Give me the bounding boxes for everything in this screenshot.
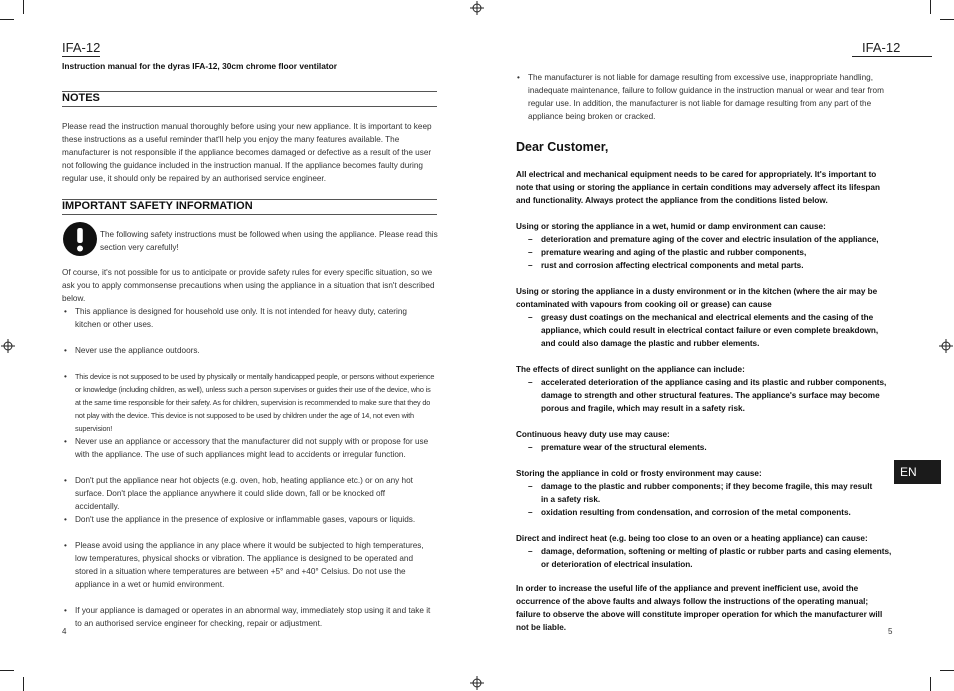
bullet-mark: • [64,515,67,524]
crosshair-registration-icon [939,339,953,353]
page-number-right: 5 [888,627,893,636]
condition-item: damage to the plastic and rubber components; if they become fragile, this may result in a safety risk. [541,482,873,504]
manual-subtitle: Instruction manual for the dyras IFA-12, 30cm chrome floor ventilator [62,61,338,71]
dash-mark: – [528,313,533,322]
bullet-mark: • [64,372,67,381]
header-rule-right [852,56,932,57]
crosshair-registration-icon [470,1,484,15]
crosshair-registration-icon [1,339,15,353]
notes-rule-bottom [62,106,437,107]
dash-mark: – [528,261,533,270]
safety-bullet: Please avoid using the appliance in any place where it would be subjected to high temperatures, low temperatures, physical shocks or vibration. The appliance is designed to be operated and stored in a situation where temperatures are between +5° and +40° Celsius. Do not use the appliance in a wet or humid environment. [75,541,424,589]
condition-item: greasy dust coatings on the mechanical and electrical elements and the casing of the appliance, which could result in electrical contact failure or even complete breakdown, and could also damage the plastic and rubber elements. [541,313,879,348]
warning-text: The following safety instructions must be followed when using the appliance. Please read this section very carefully! [100,230,438,252]
condition-lead: Direct and indirect heat (e.g. being too close to an oven or a heating appliance) can cause: [516,534,868,543]
condition-item: deterioration and premature aging of the cover and electric insulation of the appliance, [541,235,879,244]
dash-mark: – [528,248,533,257]
bullet-mark: • [64,437,67,446]
crop-mark [930,0,931,14]
bullet-mark: • [64,606,67,615]
dash-mark: – [528,235,533,244]
header-rule-left [62,56,100,57]
safety-bullet: Never use the appliance outdoors. [75,346,200,355]
crop-mark [940,19,954,20]
dash-mark: – [528,443,533,452]
safety-bullet: Don't put the appliance near hot objects (e.g. oven, hob, heating appliance etc.) or on any hot surface. Don't place the appliance anywhere it could slide down, fall or be knocked off accidentally. [75,476,413,511]
condition-item: rust and corrosion affecting electrical components and metal parts. [541,261,804,270]
condition-item: premature wear of the structural elements. [541,443,707,452]
safety-bullet: Never use an appliance or accessory that the manufacturer did not supply with or propose for use with the appliance. The use of such appliances might lead to accidents or irregular function. [75,437,429,459]
condition-lead: Using or storing the appliance in a wet, humid or damp environment can cause: [516,222,826,231]
safety-bullet: Don't use the appliance in the presence of explosive or inflammable gases, vapours or liquids. [75,515,416,524]
care-intro: All electrical and mechanical equipment needs to be cared for appropriately. It's important to note that using or storing the appliance in certain conditions may adversely affect its lifespan and functionality. Always protect the appliance from the conditions listed below. [516,170,880,205]
crop-mark [23,677,24,691]
crop-mark [0,670,14,671]
crop-mark [0,19,14,20]
condition-item: premature wearing and aging of the plastic and rubber components, [541,248,807,257]
safety-bullet: This device is not supposed to be used by physically or mentally handicapped people, or persons without experience or knowledge (including children, as well), unless such a person supervises or guides their use of the device, who is at the same time responsible for their safety. As for children, supervision is recommended to make sure that they do not play with the device. This device is not supposed to be used by children under the age of 14, not even with supervision! [75,372,435,433]
language-tab: EN [894,460,941,484]
crop-mark [940,670,954,671]
crosshair-registration-icon [470,676,484,690]
dash-mark: – [528,482,533,491]
safety-intro: Of course, it's not possible for us to anticipate or provide safety rules for every specific situation, so we ask you to apply commonsense precautions when using the appliance in a situation that isn't described below. [62,268,435,303]
dash-mark: – [528,508,533,517]
bullet-mark: • [517,73,520,82]
crop-mark [23,0,24,14]
safety-heading: IMPORTANT SAFETY INFORMATION [62,200,253,212]
notes-rule-top [62,91,437,92]
page-header-label-right: IFA-12 [862,40,901,55]
condition-item: damage, deformation, softening or melting of plastic or rubber parts and casing elements, or deterioration of electrical insulation. [541,547,892,569]
safety-bullet: If your appliance is damaged or operates in an abnormal way, immediately stop using it and take it to an authorised service engineer for checking, repair or adjustment. [75,606,431,628]
condition-lead: The effects of direct sunlight on the appliance can include: [516,365,745,374]
page-number-left: 4 [62,627,67,636]
condition-lead: Using or storing the appliance in a dusty environment or in the kitchen (where the air may be contaminated with vapours from cooking oil or grease) can cause [516,287,878,309]
page-header-label-left: IFA-12 [62,40,101,55]
exclamation-warning-icon [63,222,97,256]
safety-bullet: This appliance is designed for household use only. It is not intended for heavy duty, catering kitchen or other uses. [75,307,407,329]
condition-lead: Continuous heavy duty use may cause: [516,430,670,439]
dash-mark: – [528,547,533,556]
bullet-mark: • [64,307,67,316]
crop-mark [930,677,931,691]
safety-rule-top [62,199,437,200]
condition-item: accelerated deterioration of the appliance casing and its plastic and rubber components, damage to strength and other structural features. The appliance's surface may become porous and fragile, which may result in a safety risk. [541,378,887,413]
liability-bullet: The manufacturer is not liable for damage resulting from excessive use, inappropriate handling, inadequate maintenance, failure to follow guidance in the instruction manual or wear and tear from regular use. In addition, the manufacturer is not liable for damage resulting from any part of the appliance being broken or cracked. [528,73,884,121]
dash-mark: – [528,378,533,387]
bullet-mark: • [64,346,67,355]
bullet-mark: • [64,476,67,485]
condition-item: oxidation resulting from condensation, and corrosion of the metal components. [541,508,851,517]
notes-paragraph: Please read the instruction manual thoroughly before using your new appliance. It is important to keep these instructions as a useful reminder that'll help you enjoy the many features available. The manufacturer is not responsible if the appliance becomes damaged or defective as a result of the user not following the guidance included in the instruction manual. If the appliance becomes faulty during regular use, it should only be repaired by an authorised service engineer. [62,122,432,183]
notes-heading: NOTES [62,92,100,104]
closing-paragraph: In order to increase the useful life of the appliance and prevent inefficient use, avoid the occurrence of the above faults and always follow the instructions of the operating manual; failure to observe the above will constitute improper operation for which the manufacturer will not be liable. [516,584,883,632]
bullet-mark: • [64,541,67,550]
safety-rule-bottom [62,214,437,215]
condition-lead: Storing the appliance in cold or frosty environment may cause: [516,469,762,478]
dear-customer-heading: Dear Customer, [516,140,609,154]
